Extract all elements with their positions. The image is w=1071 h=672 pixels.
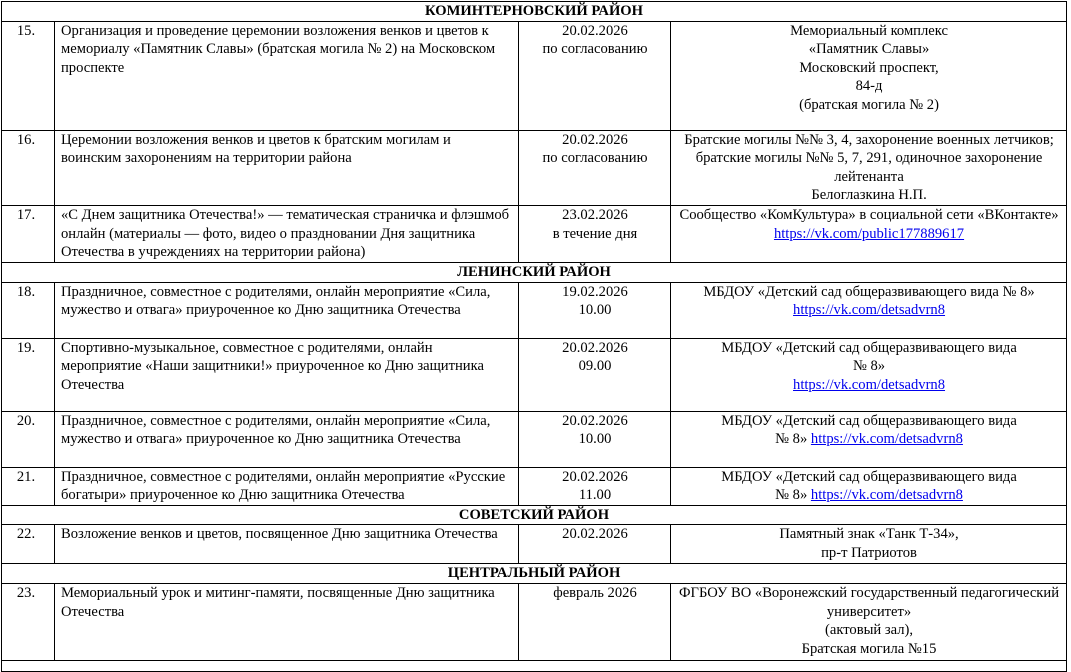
event-place-line: МБДОУ «Детский сад общеразвивающего вида bbox=[721, 468, 1017, 485]
district-title: ЛЕНИНСКИЙ РАЙОН bbox=[2, 262, 1067, 282]
event-place-cell bbox=[671, 525, 1067, 564]
event-place-cell bbox=[671, 411, 1067, 467]
event-row bbox=[2, 130, 1067, 205]
event-place-line: МБДОУ «Детский сад общеразвивающего вида bbox=[721, 339, 1017, 356]
event-date-cell bbox=[519, 282, 671, 338]
event-description: Организация и проведение церемонии возложения венков и цветов к мемориалу «Памятник Славы» (братская могила № 2) на Московском проспекте bbox=[55, 21, 519, 130]
event-row bbox=[2, 525, 1067, 564]
event-date-cell bbox=[519, 338, 671, 411]
event-description: Возложение венков и цветов, посвященное Дню защитника Отечества bbox=[55, 525, 519, 564]
event-description: Праздничное, совместное с родителями, онлайн мероприятие «Русские богатыри» приуроченное ко Дню защитника Отечества bbox=[55, 467, 519, 505]
event-place-line: «Памятник Славы» bbox=[808, 41, 930, 58]
event-description: «С Днем защитника Отечества!» — тематическая страничка и флэшмоб онлайн (материалы — фото, видео о праздновании Дня защитника Отечества в учреждениях на территории района) bbox=[55, 205, 519, 262]
event-row bbox=[2, 282, 1067, 338]
event-link[interactable]: https://vk.com/detsadvrn8 bbox=[793, 302, 946, 319]
event-description: Церемонии возложения венков и цветов к братским могилам и воинским захоронениям на территории района bbox=[55, 130, 519, 205]
event-number: 22. bbox=[2, 525, 55, 564]
events-table-body bbox=[2, 2, 1067, 672]
district-header-row bbox=[2, 2, 1067, 22]
event-date-cell bbox=[519, 21, 671, 130]
event-place-line: 84-д bbox=[855, 78, 883, 95]
event-date-line: февраль 2026 bbox=[553, 584, 637, 601]
event-row bbox=[2, 467, 1067, 505]
event-date-line: 20.02.2026 bbox=[562, 526, 628, 543]
event-date-line: 20.02.2026 bbox=[562, 131, 628, 148]
event-number: 23. bbox=[2, 583, 55, 660]
event-place-cell bbox=[671, 467, 1067, 505]
event-link[interactable]: https://vk.com/detsadvrn8 bbox=[810, 431, 963, 448]
event-description: Спортивно-музыкальное, совместное с родителями, онлайн мероприятие «Наши защитники!» приуроченное ко Дню защитника Отечества bbox=[55, 338, 519, 411]
event-date-line: 11.00 bbox=[578, 487, 612, 504]
event-place-cell bbox=[671, 130, 1067, 205]
event-row bbox=[2, 338, 1067, 411]
event-date-line: 10.00 bbox=[578, 302, 612, 319]
event-date-line: 20.02.2026 bbox=[562, 468, 628, 485]
event-number: 18. bbox=[2, 282, 55, 338]
event-date-line: 20.02.2026 bbox=[562, 339, 628, 356]
event-date-line: 09.00 bbox=[578, 358, 612, 375]
event-description: Мемориальный урок и митинг-памяти, посвященные Дню защитника Отечества bbox=[55, 583, 519, 660]
event-date-cell bbox=[519, 467, 671, 505]
district-header-row bbox=[2, 564, 1067, 584]
event-row bbox=[2, 205, 1067, 262]
continuation-row bbox=[2, 660, 1067, 671]
event-place-line: пр-т Патриотов bbox=[821, 544, 917, 561]
event-date-line: по согласованию bbox=[542, 41, 648, 58]
event-date-line: 19.02.2026 bbox=[562, 283, 628, 300]
events-table bbox=[1, 1, 1067, 672]
event-number: 15. bbox=[2, 21, 55, 130]
event-link-line bbox=[677, 301, 1061, 320]
event-description: Праздничное, совместное с родителями, онлайн мероприятие «Сила, мужество и отвага» приуроченное ко Дню защитника Отечества bbox=[55, 411, 519, 467]
event-date-line: в течение дня bbox=[552, 225, 638, 242]
event-number: 19. bbox=[2, 338, 55, 411]
event-link-line bbox=[677, 225, 1061, 244]
events-document bbox=[1, 1, 1067, 672]
event-date-line: 20.02.2026 bbox=[562, 412, 628, 429]
event-place-line: МБДОУ «Детский сад общеразвивающего вида bbox=[721, 412, 1017, 429]
event-link[interactable]: https://vk.com/detsadvrn8 bbox=[793, 376, 946, 393]
district-header-row bbox=[2, 262, 1067, 282]
event-date-cell bbox=[519, 583, 671, 660]
event-place-line: Белоглазкина Н.П. bbox=[811, 187, 927, 204]
district-header-row bbox=[2, 505, 1067, 525]
event-place-line: Братские могилы №№ 3, 4, захоронение военных летчиков; братские могилы №№ 5, 7, 291, одиночное захоронение лейтенанта bbox=[684, 131, 1054, 185]
event-date-cell bbox=[519, 130, 671, 205]
event-number: 16. bbox=[2, 130, 55, 205]
event-date-line: по согласованию bbox=[542, 150, 648, 167]
event-place-line: (братская могила № 2) bbox=[799, 96, 939, 113]
event-place-line: № 8» bbox=[852, 358, 886, 375]
district-title: КОМИНТЕРНОВСКИЙ РАЙОН bbox=[2, 2, 1067, 22]
event-date-cell bbox=[519, 411, 671, 467]
event-date-cell bbox=[519, 525, 671, 564]
event-row bbox=[2, 21, 1067, 130]
event-place-cell bbox=[671, 338, 1067, 411]
event-date-line: 23.02.2026 bbox=[562, 206, 628, 223]
event-place-line: Памятный знак «Танк Т-34», bbox=[779, 526, 959, 543]
event-date-line: 10.00 bbox=[578, 431, 612, 448]
event-place-line bbox=[677, 486, 1061, 505]
event-link[interactable]: https://vk.com/public177889617 bbox=[773, 225, 965, 242]
event-place-cell bbox=[671, 282, 1067, 338]
event-row bbox=[2, 411, 1067, 467]
event-place-text: № 8» bbox=[775, 431, 808, 448]
event-place-line: Московский проспект, bbox=[799, 59, 939, 76]
event-link[interactable]: https://vk.com/detsadvrn8 bbox=[810, 487, 963, 504]
event-number: 20. bbox=[2, 411, 55, 467]
event-place-cell bbox=[671, 583, 1067, 660]
event-place-line: ФГБОУ ВО «Воронежский государственный педагогический университет» bbox=[679, 584, 1060, 620]
event-place-line: Сообщество «КомКультура» в социальной сети «ВКонтакте» bbox=[679, 206, 1059, 223]
event-number: 17. bbox=[2, 205, 55, 262]
event-place-text: № 8» bbox=[775, 487, 808, 504]
event-description: Праздничное, совместное с родителями, онлайн мероприятие «Сила, мужество и отвага» приуроченное ко Дню защитника Отечества bbox=[55, 282, 519, 338]
district-title: ЦЕНТРАЛЬНЫЙ РАЙОН bbox=[2, 564, 1067, 584]
event-place-cell bbox=[671, 21, 1067, 130]
event-place-line bbox=[677, 430, 1061, 449]
continuation-cell bbox=[2, 660, 1067, 671]
event-date-line: 20.02.2026 bbox=[562, 22, 628, 39]
event-place-line: Мемориальный комплекс bbox=[790, 22, 948, 39]
district-title: СОВЕТСКИЙ РАЙОН bbox=[2, 505, 1067, 525]
event-row bbox=[2, 583, 1067, 660]
event-place-line: (актовый зал), bbox=[825, 622, 914, 639]
event-place-line: МБДОУ «Детский сад общеразвивающего вида № 8» bbox=[703, 283, 1035, 300]
event-place-cell bbox=[671, 205, 1067, 262]
event-number: 21. bbox=[2, 467, 55, 505]
event-link-line bbox=[677, 376, 1061, 395]
event-date-cell bbox=[519, 205, 671, 262]
event-place-line: Братская могила №15 bbox=[801, 640, 937, 657]
